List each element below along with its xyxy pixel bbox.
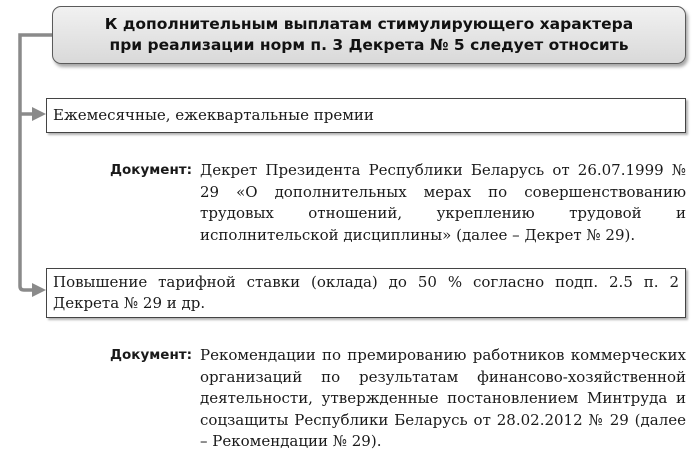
document-block-2 <box>110 345 686 453</box>
item-box-1 <box>46 98 686 133</box>
arrow-head-1 <box>32 107 46 121</box>
connector-branch-2 <box>20 286 34 290</box>
item-box-2 <box>46 268 686 318</box>
item-text-1: Ежемесячные, ежеквартальные премии <box>53 106 374 124</box>
arrow-head-2 <box>32 283 46 297</box>
header-line-1: К дополнительным выплатам стимулирующего характера <box>104 15 634 33</box>
item-text-2: Повышение тарифной ставки (оклада) до 50 % согласно подп. 2.5 п. 2 Декрета № 29 и др. <box>53 273 679 312</box>
document-text: Декрет Президента Республики Беларусь от 26.07.1999 № 29 «О дополнительных мерах по совершенствованию трудовых отношений, укреплению трудовой и исполнительской дисциплины» (далее – Декрет № 29). <box>200 161 686 244</box>
header-box <box>52 6 686 64</box>
connector-line <box>20 35 52 286</box>
document-text: Рекомендации по премированию работников коммерческих организаций по результатам финансово-хозяйственной деятельности, утвержденные постановлением Минтруда и соцзащиты Республики Беларусь от 28.02.2012 № 29 (далее – Рекомендации № 29). <box>200 346 686 450</box>
document-block-1 <box>110 160 686 246</box>
document-label: Документ: <box>110 162 193 178</box>
document-label: Документ: <box>110 347 193 363</box>
header-line-2: при реализации норм п. 3 Декрета № 5 следует относить <box>109 36 629 54</box>
